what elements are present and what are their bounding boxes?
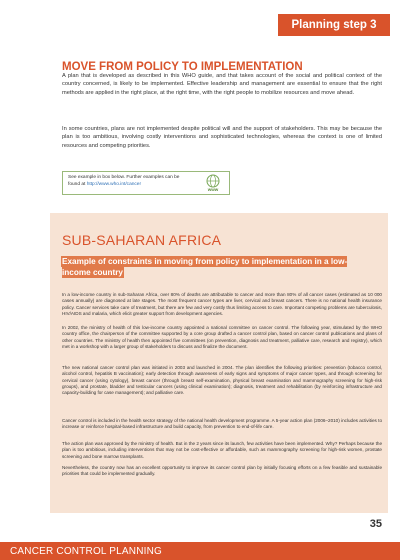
main-heading: MOVE FROM POLICY TO IMPLEMENTATION <box>62 61 303 73</box>
case-paragraph-5: The action plan was approved by the ministry of health. But in the 2 years since its launch, few activities have been implemented. Why? Perhaps because the plan is too ambitious, including interventions that may not be cost-effective or affordable, such as mammography screening for high-risk women, prostate screening and bone marrow transplants. <box>62 441 382 459</box>
www-icon-label: www <box>207 187 219 192</box>
who-cancer-link[interactable]: http://www.who.int/cancer <box>86 181 142 187</box>
case-paragraph-4: Cancer control is included in the health sector strategy of the national health development programme. A 5-year action plan (2006–2010) includes activities to increase or reinforce hospital-based infrastructure and build capacity, from prevention to end-of-life care. <box>62 418 382 430</box>
see-box-line1: See example in box below. Further examples can be <box>68 175 180 180</box>
see-box-line2 <box>68 182 199 189</box>
case-paragraph-6: Nevertheless, the country now has an excellent opportunity to improve its cancer control plan by initially focusing efforts on a few feasible and sustainable priorities that could be implemented gradually. <box>62 465 382 477</box>
www-globe-icon <box>203 174 223 192</box>
section-heading: SUB-SAHARAN AFRICA <box>62 232 222 248</box>
intro-paragraph: A plan that is developed as described in this WHO guide, and that takes account of the social and political context of the country concerned, is likely to be implemented. Effective leadership and management are essential to ensure that the right methods are applied in the right place, at the right time, with the right people to mobilize resources and move ahead. <box>62 73 382 96</box>
section-subheading <box>62 257 367 278</box>
footer-title: CANCER CONTROL PLANNING <box>10 545 163 557</box>
planning-step-tab: Planning step 3 <box>278 14 390 36</box>
see-box-found-at: found at <box>68 181 86 187</box>
case-paragraph-3: The new national cancer control plan was initiated in 2003 and launched in 2004. The plan identifies the following priorities: prevention (tobacco control, alcohol control, hepatitis B vaccination); early detection through awareness of early signs and symptoms of major cancer types, and through screening for cervical cancer (using cytology), breast cancer (through breast self-examination, physical breast examination and mammography screening for high-risk groups), and prostate, bladder and testicular cancers (using clinical examination); diagnosis, treatment and rehabilitation (by reinforcing infrastructure and capacity-building for case management); and palliative care. <box>62 365 382 396</box>
case-paragraph-1: In a low-income country in sub-Saharan Africa, over 80% of deaths are attributable to cancer and more than 80% of all cancer cases (estimated as 10 000 cases annually) are diagnosed at late stages. The most frequent cancer types are liver, cervical and breast cancers. There is no national health insurance policy. Cancer services take care of treatment, but there are few and very costly thus limiting access to care. Important competing problems are tuberculosis, HIV/AIDS and malaria, which elicit greater support from development agencies. <box>62 292 382 316</box>
context-paragraph: In some countries, plans are not implemented despite political will and the support of stakeholders. This may be because the plan is too ambitious, involving costly interventions and sophisticated technologies, whereas the context is one of limited resources and competing priorities. <box>62 126 382 149</box>
footer-bar <box>0 542 400 560</box>
page-number: 35 <box>369 518 382 530</box>
case-paragraph-2: In 2002, the ministry of health of this low-income country appointed a national committee on cancer control. The following year, stimulated by the WHO country office, the chairperson of the committee supported by a core group drafted a cancer control plan, based on cancer control publications and plans of other countries. The ministry of health then appointed five committees (on prevention, diagnosis and treatment, palliative care, research and registry), which met in a workshop with a larger group of stakeholders to discuss and finalize the document. <box>62 325 382 349</box>
section-subheading-text: Example of constraints in moving from policy to implementation in a low-income country <box>62 257 348 277</box>
see-example-box <box>62 171 230 195</box>
